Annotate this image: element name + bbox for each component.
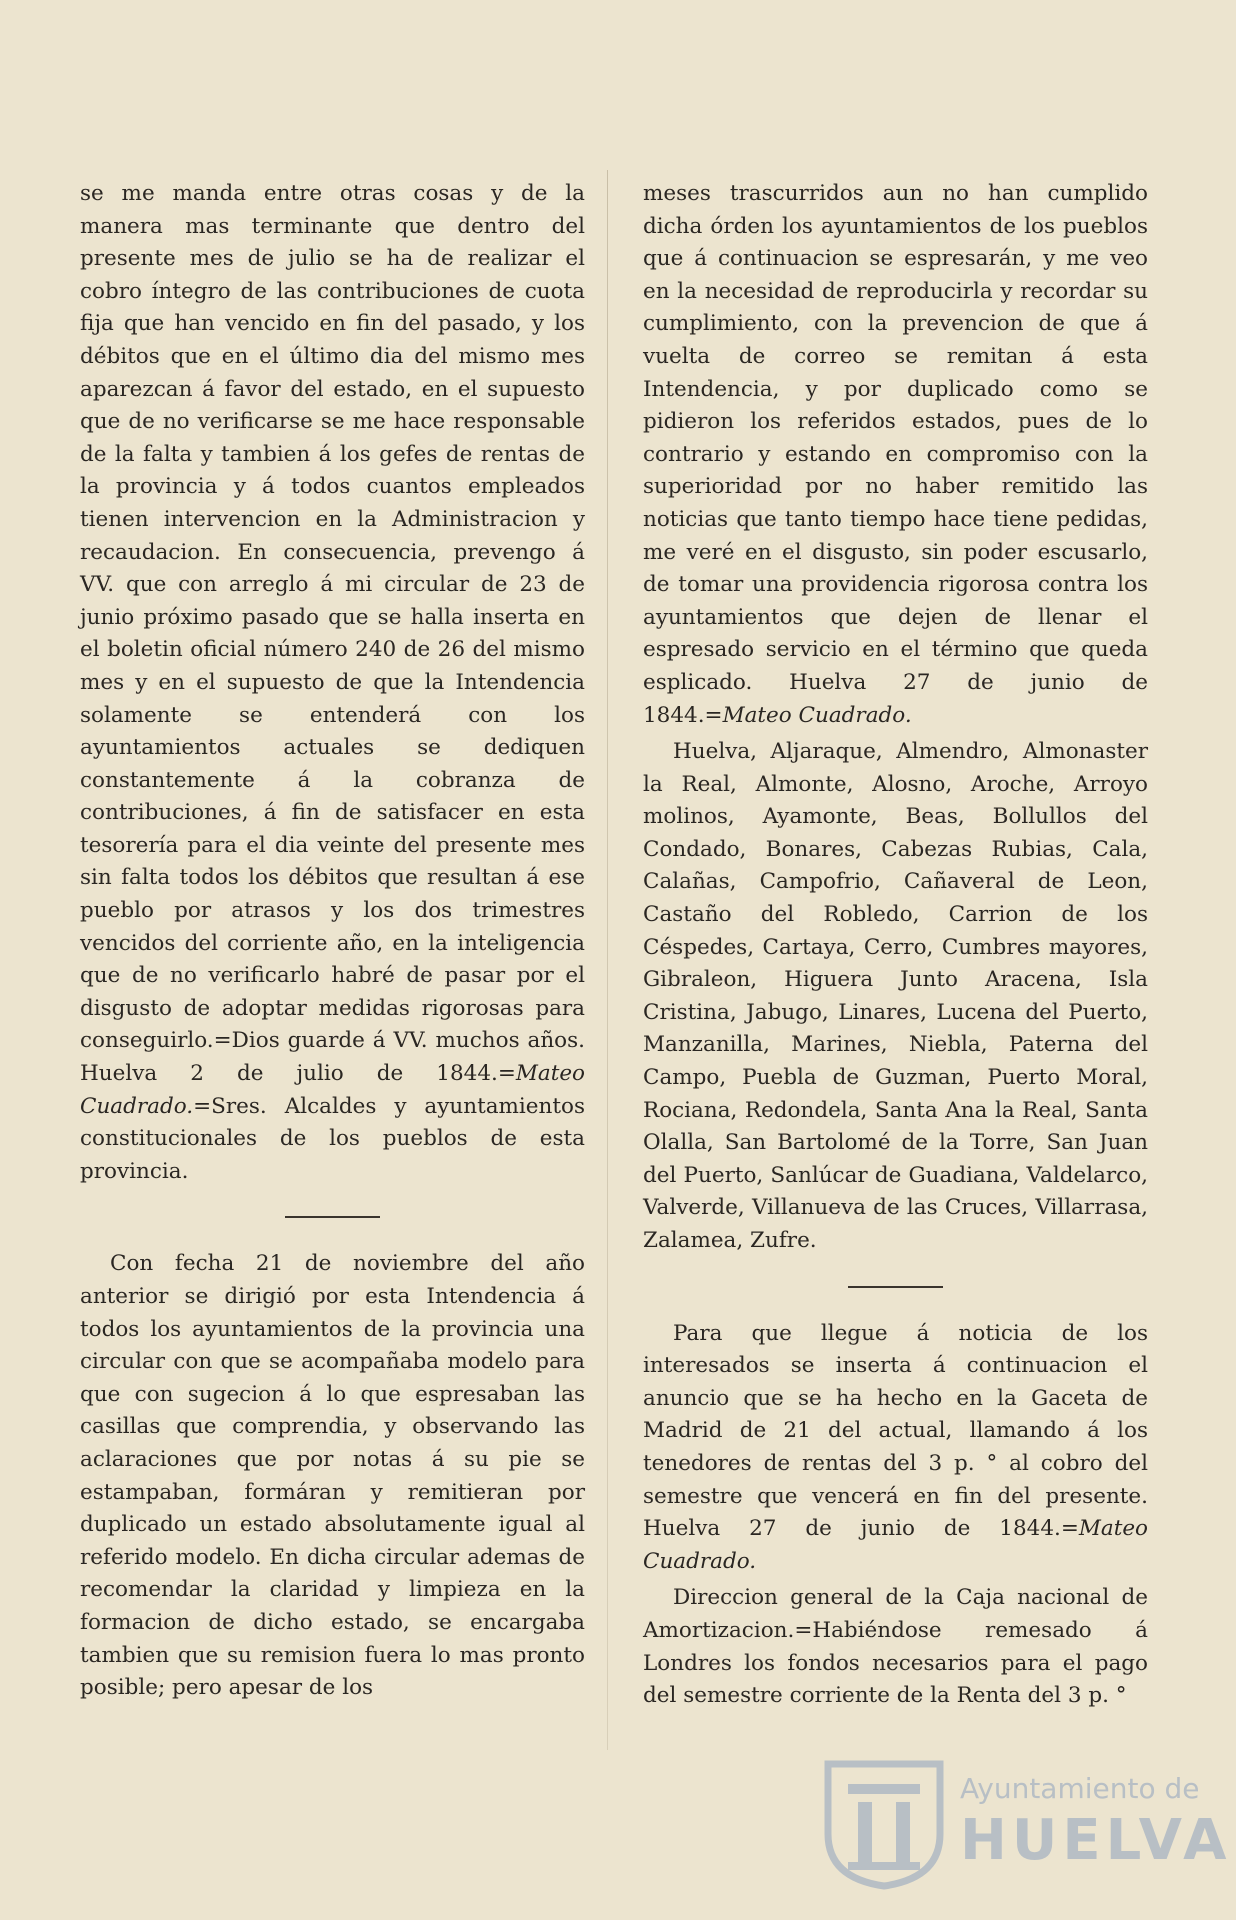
column-divider	[607, 170, 608, 1750]
left-paragraph-2: Con fecha 21 de noviembre del año anterior se dirigió por esta Intendencia á todos los ayuntamientos de la provincia una circular con que se acompañaba modelo para que con sugecion á lo que espresaban las casillas que comprendia, y observando las aclaraciones que por notas á su pie se estampaban, formáran y remitieran por duplicado un estado absolutamente igual al referido modelo. En dicha circular ademas de recomendar la claridad y limpieza en la formacion de dicho estado, se encargaba tambien que su remision fuera lo mas pronto posible; pero apesar de los	[80, 1251, 585, 1701]
right-column	[643, 178, 1148, 1713]
right-paragraph-4: Direccion general de la Caja nacional de Amortizacion.=Habiéndose remesado á Londres los fondos necesarios para el pago del semestre corriente de la Renta del 3 p. °	[643, 1585, 1148, 1709]
right-paragraph-3: Para que llegue á noticia de los interesados se inserta á continuacion el anuncio que se ha hecho en la Gaceta de Madrid de 21 del actual, llamando á los tenedores de rentas del 3 p. ° al cobro del semestre que vencerá en fin del presente. Huelva 27 de junio de 1844.=Mateo Cuadrado.	[643, 1320, 1148, 1574]
town-list: Huelva, Aljaraque, Almendro, Almonaster la Real, Almonte, Alosno, Aroche, Arroyo molinos, Ayamonte, Beas, Bollullos del Condado, Bonares, Cabezas Rubias, Cala, Calañas, Campofrio, Cañaveral de Leon, Castaño del Robledo, Carrion de los Céspedes, Cartaya, Cerro, Cumbres mayores, Gibraleon, Higuera Junto Aracena, Isla Cristina, Jabugo, Linares, Lucena del Puerto, Manzanilla, Marines, Niebla, Paterna del Campo, Puebla de Guzman, Puerto Moral, Rociana, Redondela, Santa Ana la Real, Santa Olalla, San Bartolomé de la Torre, San Juan del Puerto, Sanlúcar de Guadiana, Valdelarco, Valverde, Villanueva de las Cruces, Villarrasa, Zalamea, Zufre.	[643, 739, 1148, 1253]
watermark-line-2: HUELVA	[960, 1808, 1232, 1873]
signature: Mateo Cuadrado.	[80, 1061, 585, 1119]
section-divider	[848, 1286, 943, 1288]
watermark-logo	[818, 1750, 1232, 1900]
right-paragraph-1: meses trascurridos aun no han cumplido dicha órden los ayuntamientos de los pueblos que á continuacion se espresarán, y me veo en la necesidad de reproducirla y recordar su cumplimiento, con la prevencion de que á vuelta de correo se remitan á esta Intendencia, y por duplicado como se pidieron los referidos estados, pues de lo contrario y estando en compromiso con la superioridad por no haber remitido las noticias que tanto tiempo hace tiene pedidas, me veré en el disgusto, sin poder escusarlo, de tomar una providencia rigorosa contra los ayuntamientos que dejen de llenar el espresado servicio en el término que queda esplicado. Huelva 27 de junio de 1844.=Mateo Cuadrado.	[643, 181, 1148, 728]
signature: Mateo Cuadrado.	[722, 702, 912, 728]
watermark-line-1: Ayuntamiento de	[960, 1772, 1200, 1805]
left-paragraph-1: se me manda entre otras cosas y de la manera mas terminante que dentro del presente mes de julio se ha de realizar el cobro íntegro de las contribuciones de cuota fija que han vencido en fin del pasado, y los débitos que en el último dia del mismo mes aparezcan á favor del estado, en el supuesto que de no verificarse se me hace responsable de la falta y tambien á los gefes de rentas de la provincia y á todos cuantos empleados tienen intervencion en la Administracion y recaudacion. En consecuencia, prevengo á VV. que con arreglo á mi circular de 23 de junio próximo pasado que se halla inserta en el boletin oficial número 240 de 26 del mismo mes y en el supuesto de que la Intendencia solamente se entenderá con los ayuntamientos actuales se dediquen constantemente á la cobranza de contribuciones, á fin de satisfacer en esta tesorería para el dia veinte del presente mes sin falta todos los débitos que resultan á ese pueblo por atrasos y los dos trimestres vencidos del corriente año, en la inteligencia que de no verificarlo habré de pasar por el disgusto de adoptar medidas rigorosas para conseguirlo.=Dios guarde á VV. muchos años. Huelva 2 de julio de 1844.=Mateo Cuadrado.=Sres. Alcaldes y ayuntamientos constitucionales de los pueblos de esta provincia.	[80, 181, 585, 1184]
section-divider	[285, 1216, 380, 1218]
crest-icon	[818, 1754, 950, 1890]
signature: Mateo Cuadrado.	[643, 1516, 1148, 1574]
left-column	[80, 178, 585, 1705]
